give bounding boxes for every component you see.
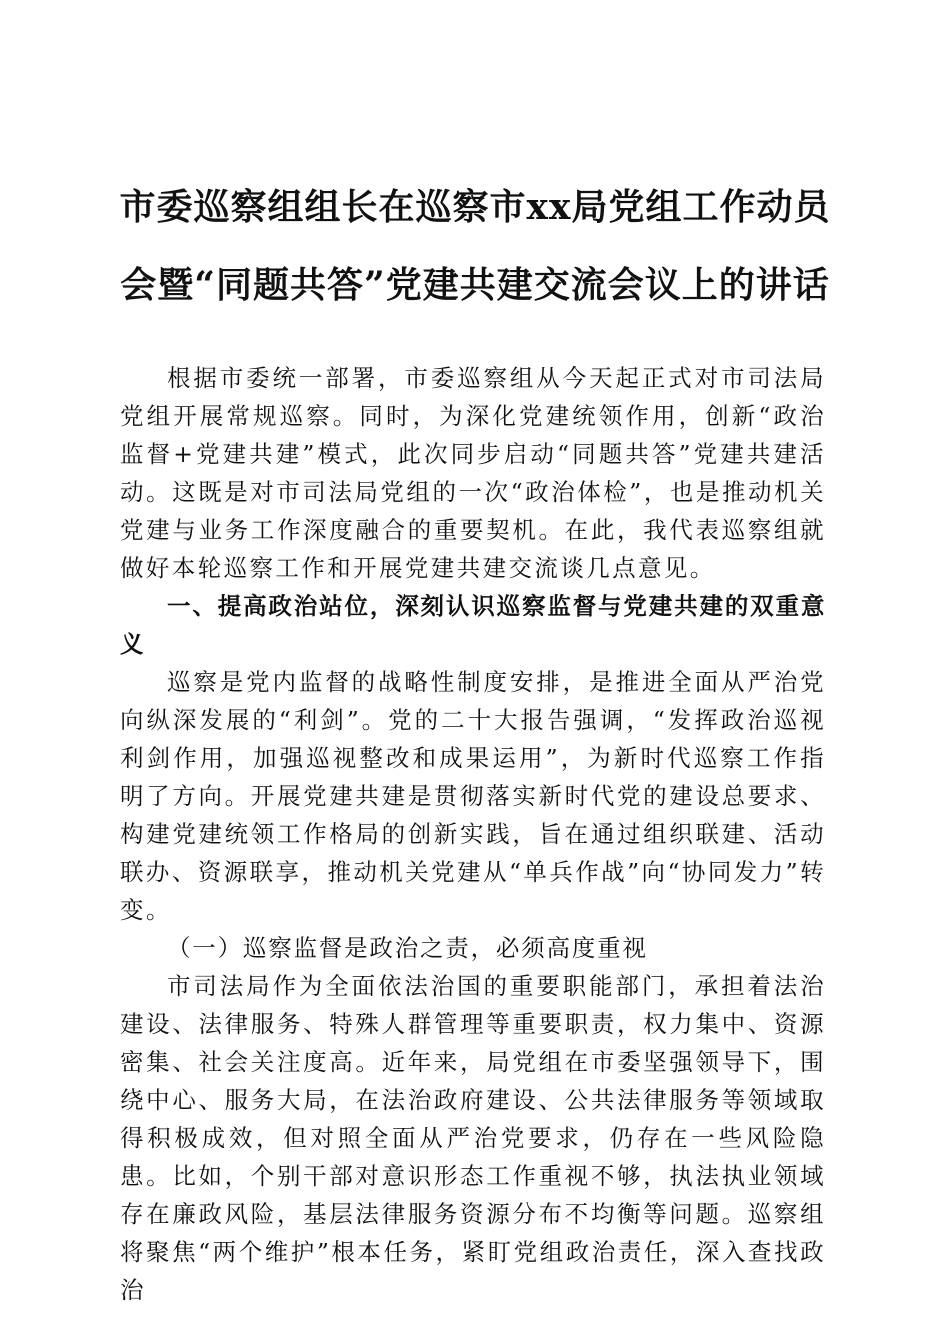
paragraph-intro: 根据市委统一部署，市委巡察组从今天起正式对市司法局党组开展常规巡察。同时，为深化党建统领作用，创新“政治监督+党建共建”模式，此次同步启动“同题共答”党建共建活动。这既是对市司法局党组的一次“政治体检”，也是推动机关党建与业务工作深度融合的重要契机。在此，我代表巡察组就做好本轮巡察工作和开展党建共建交流谈几点意见。	[120, 364, 826, 582]
title-line-1: 市委巡察组组长在巡察市xx局党组工作动员	[119, 186, 831, 228]
section-heading-1: 一、提高政治站位，深刻认识巡察监督与党建共建的双重意义	[120, 592, 826, 658]
title-line-2: 会暨“同题共答”党建共建交流会议上的讲话	[120, 264, 830, 306]
subsection-heading-1: （一）巡察监督是政治之责，必须高度重视	[167, 934, 648, 962]
document-title	[100, 168, 850, 324]
paragraph-subsection-1: 市司法局作为全面依法治国的重要职能部门，承担着法治建设、法律服务、特殊人群管理等重要职责，权力集中、资源密集、社会关注度高。近年来，局党组在市委坚强领导下，围绕中心、服务大局，在法治政府建设、公共法律服务等领域取得积极成效，但对照全面从严治党要求，仍存在一些风险隐患。比如，个别干部对意识形态工作重视不够，执法执业领域存在廉政风险，基层法律服务资源分布不均衡等问题。巡察组将聚焦“两个维护”根本任务，紧盯党组政治责任，深入查找政治	[120, 972, 826, 1304]
document-body	[120, 359, 826, 1309]
paragraph-section-1: 巡察是党内监督的战略性制度安排，是推进全面从严治党向纵深发展的“利剑”。党的二十大报告强调，“发挥政治巡视利剑作用，加强巡视整改和成果运用”，为新时代巡察工作指明了方向。开展党建共建是贯彻落实新时代党的建设总要求、构建党建统领工作格局的创新实践，旨在通过组织联建、活动联办、资源联享，推动机关党建从“单兵作战”向“协同发力”转变。	[120, 668, 826, 924]
